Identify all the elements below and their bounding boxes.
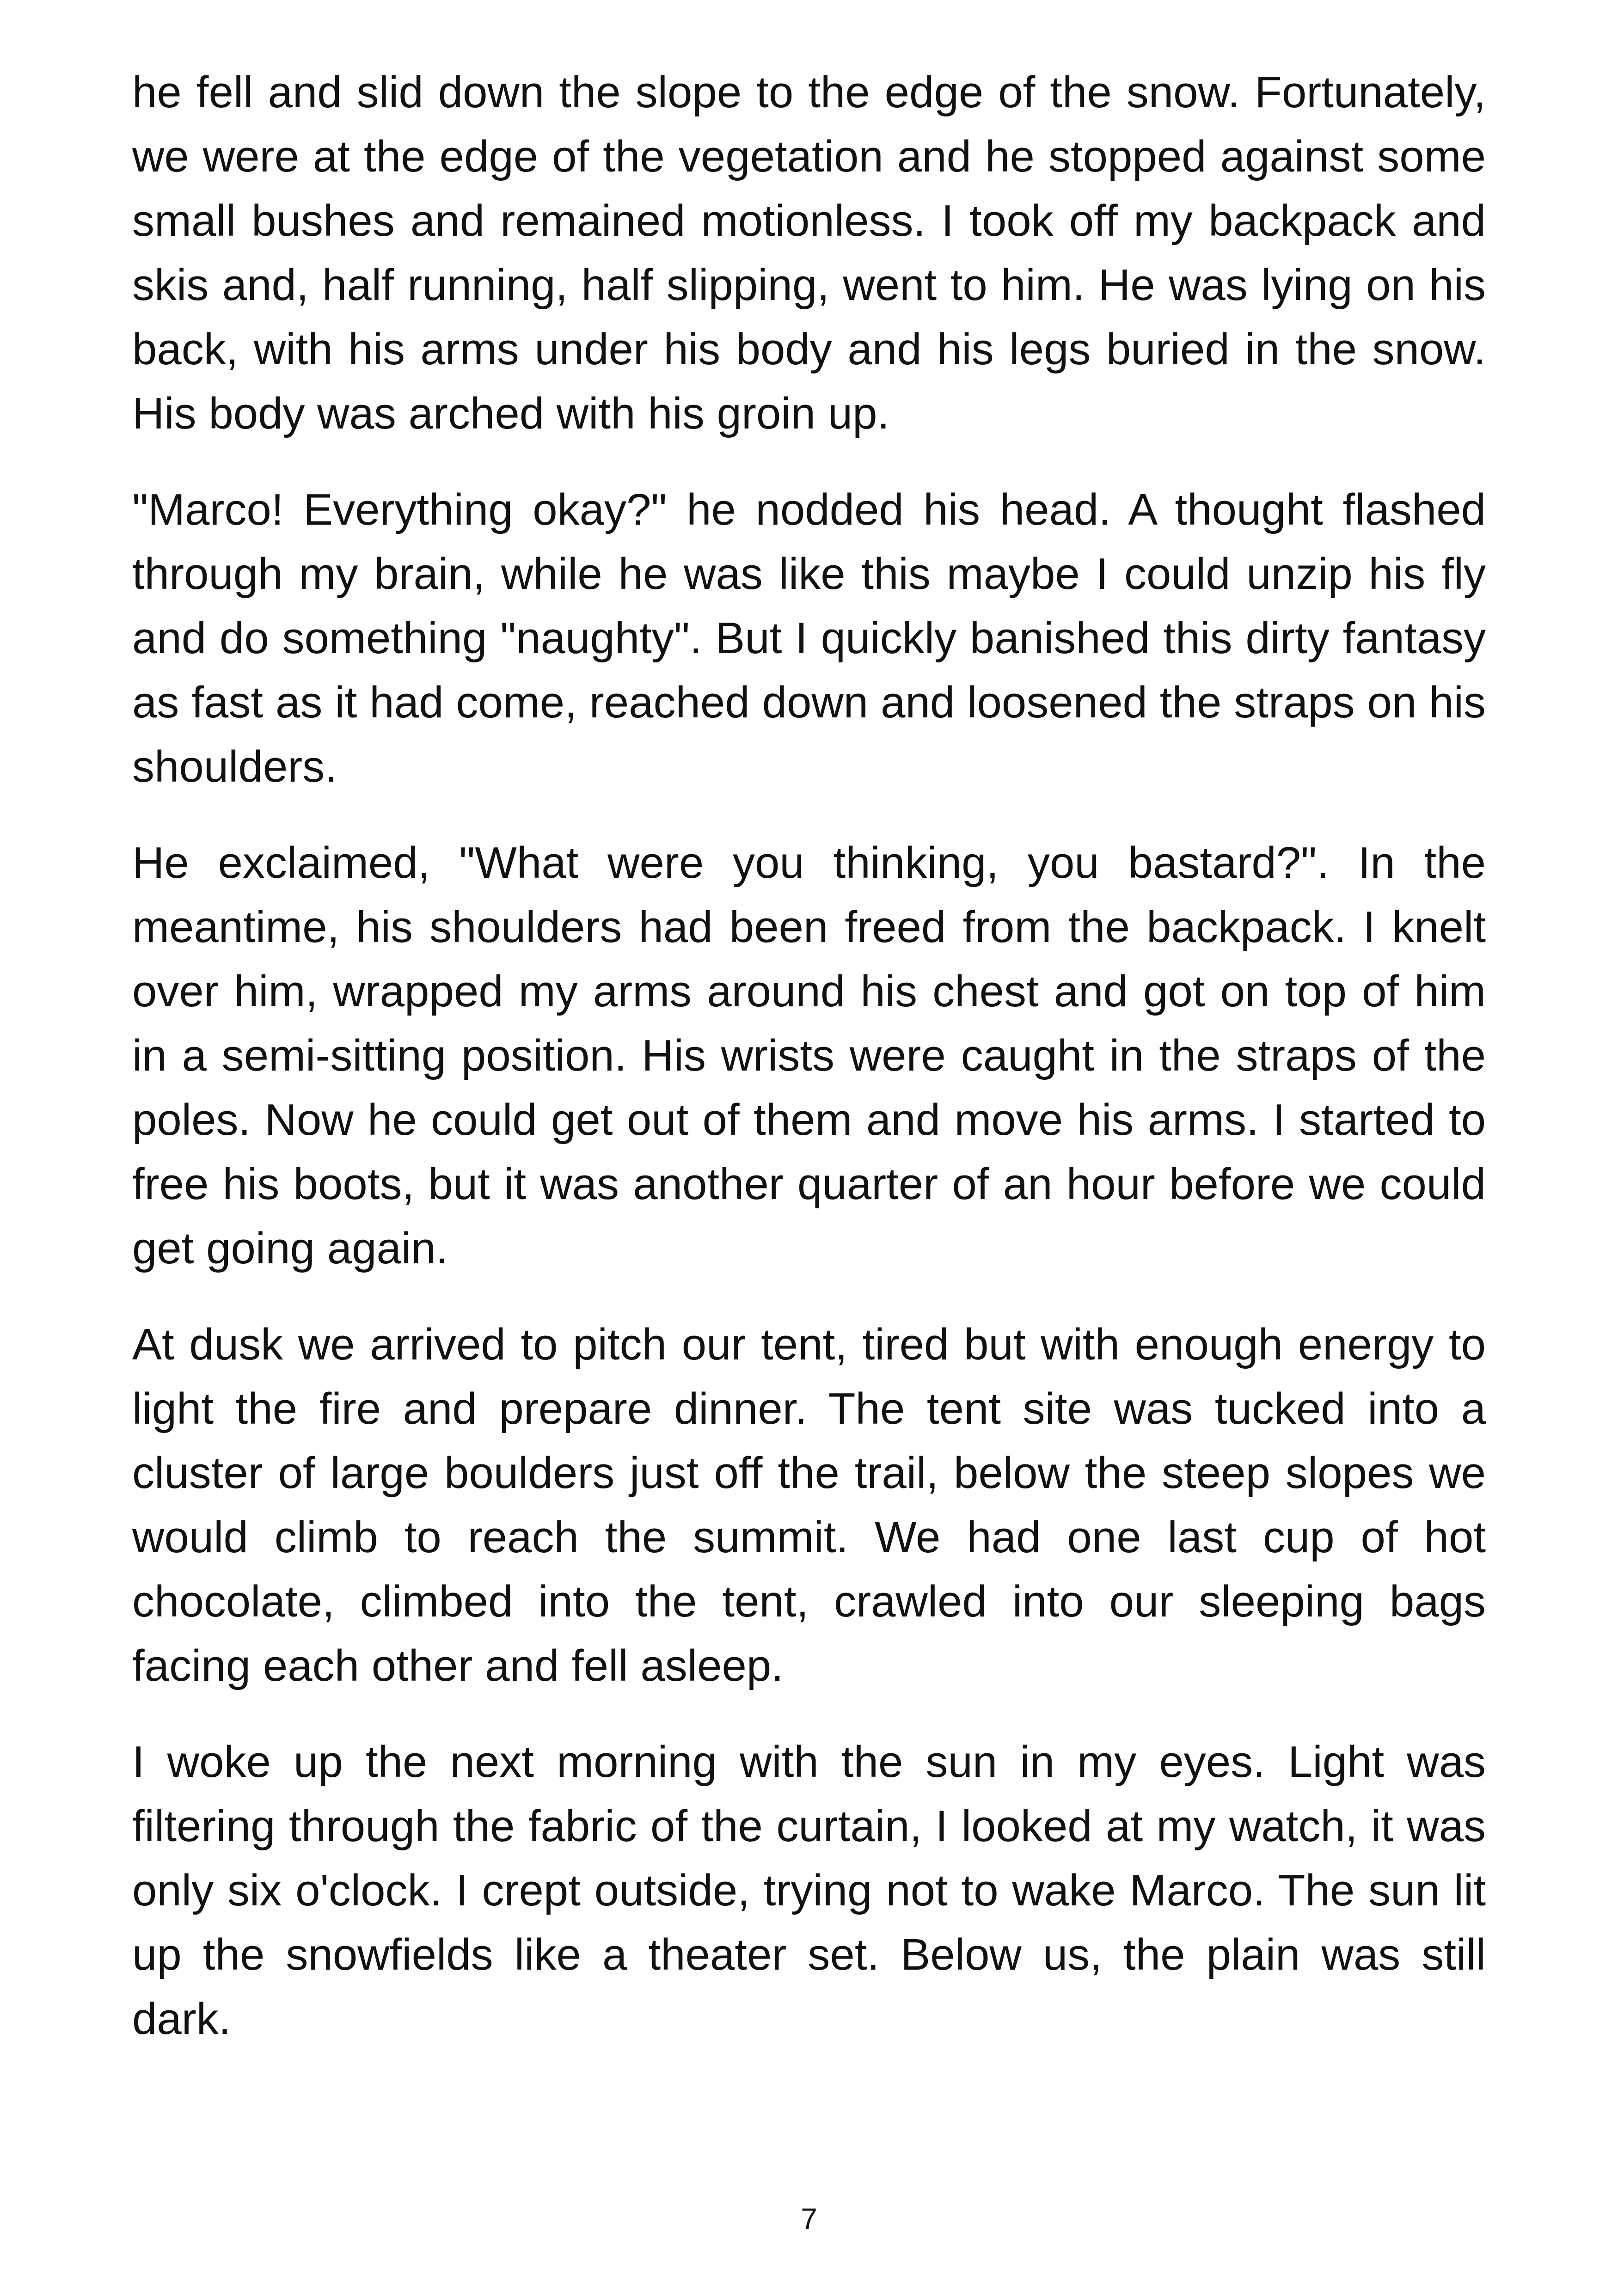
- paragraph-2: "Marco! Everything okay?" he nodded his head. A thought flashed through my brain, while he was like this maybe I could unzip his fly and do something "naughty". But I quickly banished this dirty fantasy as fast as it had come, reached down and loosened the straps on his shoulders.: [132, 485, 1486, 791]
- paragraph-4: At dusk we arrived to pitch our tent, tired but with enough energy to light the fire and prepare dinner. The tent site was tucked into a cluster of large boulders just off the trail, below the steep slopes we would climb to reach the summit. We had one last cup of hot chocolate, climbed into the tent, crawled into our sleeping bags facing each other and fell asleep.: [132, 1320, 1486, 1690]
- paragraph-1: he fell and slid down the slope to the edge of the snow. Fortunately, we were at the edge of the vegetation and he stopped against some small bushes and remained motionless. I took off my backpack and skis and, half running, half slipping, went to him. He was lying on his back, with his arms under his body and his legs buried in the snow. His body was arched with his groin up.: [132, 67, 1486, 438]
- paragraph-3: He exclaimed, "What were you thinking, you bastard?". In the meantime, his shoulders had been freed from the backpack. I knelt over him, wrapped my arms around his chest and got on top of him in a semi-sitting position. His wrists were caught in the straps of the poles. Now he could get out of them and move his arms. I started to free his boots, but it was another quarter of an hour before we could get going again.: [132, 838, 1486, 1273]
- paragraph-5: I woke up the next morning with the sun in my eyes. Light was filtering through the fabric of the curtain, I looked at my watch, it was only six o'clock. I crept outside, trying not to wake Marco. The sun lit up the snowfields like a theater set. Below us, the plain was still dark.: [132, 1737, 1486, 2044]
- body-text: [132, 60, 1486, 2083]
- page-number: 7: [801, 2202, 817, 2235]
